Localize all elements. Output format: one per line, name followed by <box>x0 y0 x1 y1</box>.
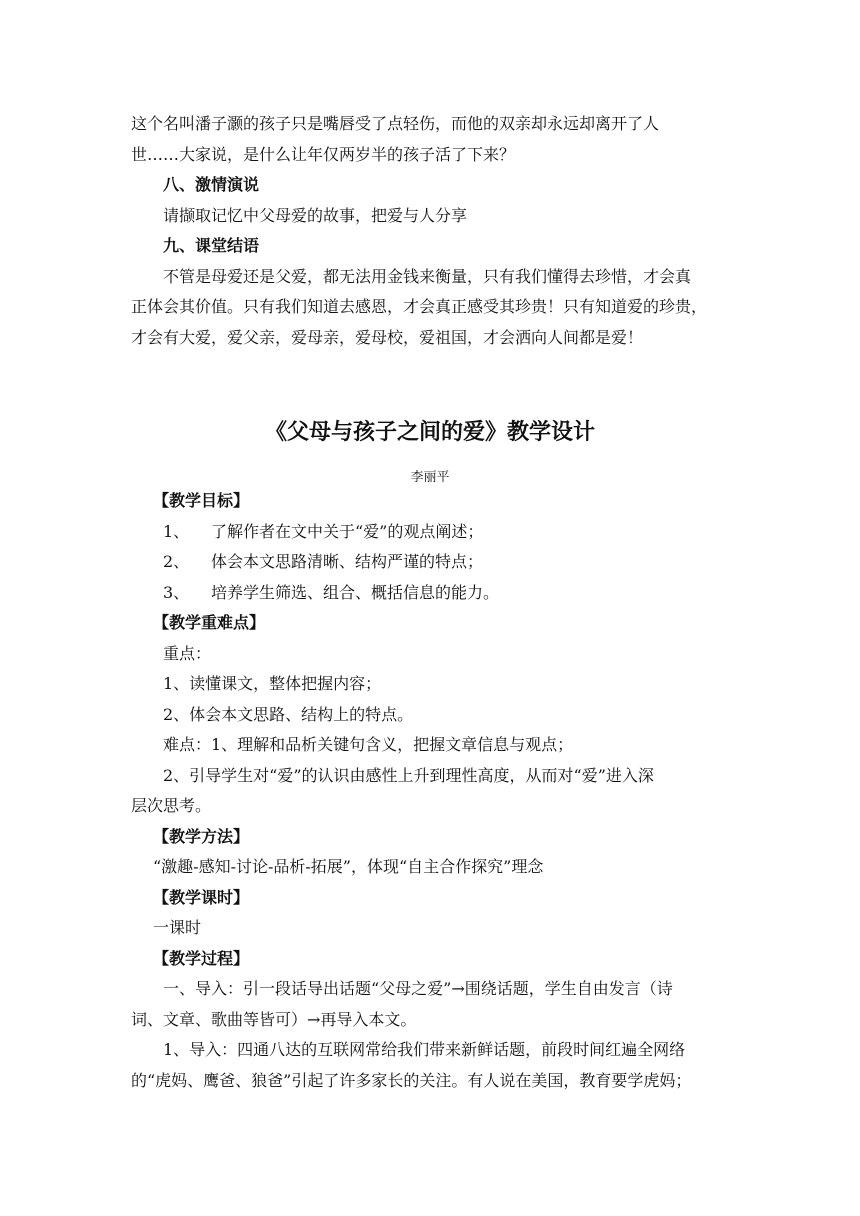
method-heading: 【教学方法】 <box>153 826 250 846</box>
document-title: 《父母与孩子之间的爱》教学设计 <box>264 420 595 445</box>
story-ending <box>131 109 741 353</box>
process-heading: 【教学过程】 <box>153 948 250 968</box>
goal-item <box>131 547 741 578</box>
teaching-design-body <box>131 486 741 1096</box>
process-step-line: 的“虎妈、鹰爸、狼爸”引起了许多家长的关注。有人说在美国，教育要学虎妈； <box>131 1070 692 1090</box>
difficult-point: 难点：1、理解和品析关键句含义，把握文章信息与观点； <box>163 735 574 754</box>
goal-text: 培养学生筛选、组合、概括信息的能力。 <box>211 582 500 602</box>
goal-text: 了解作者在文中关于“爱”的观点阐述； <box>211 521 484 541</box>
process-step-line: 1、导入：四通八达的互联网常给我们带来新鲜话题，前段时间红遍全网络 <box>163 1040 686 1059</box>
method-text: “激趣-感知-讨论-品析-拓展”，体现“自主合作探究”理念 <box>153 857 544 876</box>
conclusion-line: 才会有大爱，爱父亲，爱母亲，爱母校，爱祖国，才会洒向人间都是爱！ <box>131 327 644 347</box>
heading-speech: 八、激情演说 <box>163 175 260 194</box>
key-points-label: 重点： <box>163 643 212 663</box>
goals-heading: 【教学目标】 <box>153 491 250 510</box>
key-point-item: 2、体会本文思路、结构上的特点。 <box>163 704 414 724</box>
process-intro-line: 词、文章、歌曲等皆可）→再导入本文。 <box>131 1009 417 1029</box>
conclusion-line: 正体会其价值。只有我们知道去感恩，才会真正感受其珍贵！只有知道爱的珍贵， <box>131 297 708 316</box>
conclusion-line: 不管是母爱还是父爱，都无法用金钱来衡量，只有我们懂得去珍惜，才会真 <box>163 266 692 286</box>
goal-item <box>131 578 741 609</box>
key-points-heading: 【教学重难点】 <box>153 613 266 632</box>
goal-item <box>131 517 741 548</box>
difficult-point-line: 层次思考。 <box>131 796 212 815</box>
hours-heading: 【教学课时】 <box>153 887 250 907</box>
author-name: 李丽平 <box>410 470 450 485</box>
speech-text: 请撷取记忆中父母爱的故事，把爱与人分享 <box>163 205 468 225</box>
goal-number: 1、 <box>163 521 190 541</box>
heading-conclusion: 九、课堂结语 <box>163 236 260 255</box>
goal-text: 体会本文思路清晰、结构严谨的特点； <box>211 552 484 571</box>
paragraph-line: 这个名叫潘子灏的孩子只是嘴唇受了点轻伤，而他的双亲却永远却离开了人 <box>131 114 660 133</box>
process-intro-line: 一、导入：引一段话导出话题“父母之爱”→围绕话题，学生自由发言（诗 <box>163 979 673 998</box>
hours-text: 一课时 <box>153 918 202 937</box>
goal-number: 3、 <box>163 582 190 602</box>
paragraph-line: 世……大家说，是什么让年仅两岁半的孩子活了下来？ <box>131 144 516 164</box>
key-point-item: 1、读懂课文，整体把握内容； <box>163 674 382 693</box>
goal-number: 2、 <box>163 552 190 571</box>
difficult-point-line: 2、引导学生对“爱”的认识由感性上升到理性高度，从而对“爱”进入深 <box>163 765 654 785</box>
